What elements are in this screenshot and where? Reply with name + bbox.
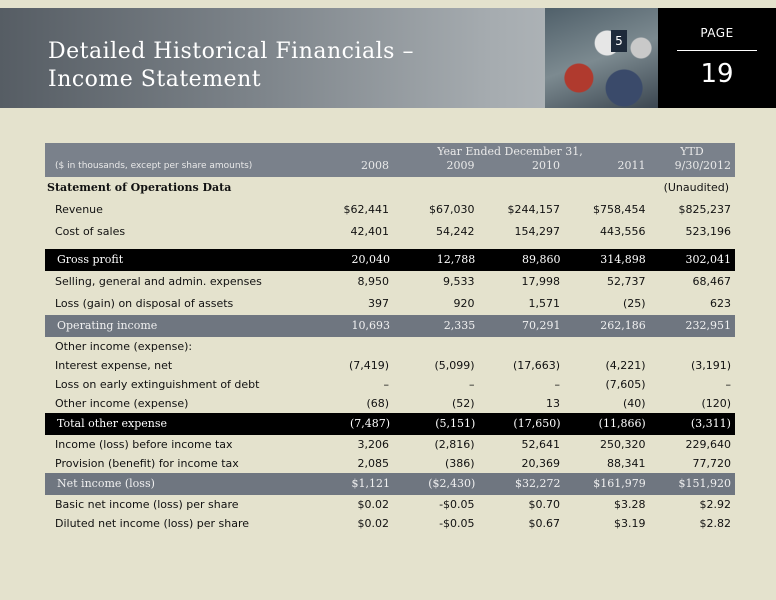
cell: 52,641 [521, 438, 561, 451]
cell: 623 [710, 297, 732, 310]
cell: 20,369 [521, 457, 561, 470]
cell: (25) [622, 297, 646, 310]
cell: – [469, 378, 475, 391]
cell: (2,816) [434, 438, 475, 451]
section-title-row [45, 177, 735, 199]
cell: $32,272 [515, 477, 561, 490]
cell: 443,556 [600, 225, 646, 238]
cell: – [383, 378, 390, 391]
cell: 9,533 [443, 275, 475, 288]
cell: 2,085 [357, 457, 390, 470]
table-row-revenue [45, 199, 735, 221]
column-header: 2010 [532, 159, 561, 172]
cell: 13 [546, 397, 561, 410]
page-label: PAGE [700, 26, 734, 40]
row-label: Gross profit [57, 253, 124, 266]
row-label: Cost of sales [55, 225, 126, 238]
cell: ($2,430) [428, 477, 476, 490]
cell: $161,979 [593, 477, 646, 490]
cell: 12,788 [436, 253, 476, 266]
row-label: Loss (gain) on disposal of assets [55, 297, 234, 310]
cell: (17,650) [513, 417, 561, 430]
cell: – [725, 378, 732, 391]
row-label: Revenue [55, 203, 103, 216]
row-label: Operating income [57, 319, 158, 332]
table-header [45, 143, 735, 177]
title-line-1: Detailed Historical Financials – [48, 39, 414, 64]
cell: 523,196 [685, 225, 732, 238]
cell: 920 [453, 297, 475, 310]
group-header: Year Ended December 31, [437, 145, 583, 158]
row-label: Net income (loss) [57, 477, 155, 490]
cell: (120) [701, 397, 732, 410]
cell: 314,898 [600, 253, 646, 266]
cell: 250,320 [600, 438, 646, 451]
cell: (7,605) [605, 378, 646, 391]
cell: 68,467 [692, 275, 732, 288]
header-photo [545, 8, 658, 108]
cell: (5,099) [434, 359, 475, 372]
column-header: 2009 [446, 159, 475, 172]
table-row-cost-of-sales [45, 221, 735, 243]
row-label: Interest expense, net [55, 359, 173, 372]
table-row-diluted-eps [45, 514, 735, 533]
cell: 154,297 [514, 225, 561, 238]
cell: $3.19 [614, 517, 646, 530]
column-header: 2008 [361, 159, 390, 172]
cell: $825,237 [678, 203, 732, 216]
cell: $62,441 [343, 203, 390, 216]
photo-sign: 5 [611, 30, 627, 52]
column-header: 9/30/2012 [674, 159, 732, 172]
cell: (7,487) [349, 417, 391, 430]
cell: 77,720 [692, 457, 732, 470]
table-row-other-income-header [45, 337, 735, 356]
cell: 232,951 [685, 319, 731, 332]
cell: 3,206 [357, 438, 390, 451]
cell: $2.82 [699, 517, 732, 530]
table-row-other-income [45, 394, 735, 413]
table-row-total-other-expense [45, 413, 735, 435]
table-row-gross-profit [45, 249, 735, 271]
cell: 42,401 [350, 225, 390, 238]
cell: 88,341 [607, 457, 646, 470]
cell: (386) [444, 457, 475, 470]
page-number: 19 [700, 59, 734, 89]
cell: 70,291 [522, 319, 561, 332]
cell: (11,866) [598, 417, 646, 430]
cell: $0.67 [528, 517, 561, 530]
table-row-loss-disposal [45, 293, 735, 315]
cell: 229,640 [685, 438, 732, 451]
cell: 10,693 [351, 319, 391, 332]
row-label: Other income (expense) [55, 397, 189, 410]
row-label: Total other expense [57, 417, 167, 430]
cell: 89,860 [522, 253, 561, 266]
column-header: 2011 [617, 159, 646, 172]
cell: $1,121 [351, 477, 391, 490]
table-row-interest-expense [45, 356, 735, 375]
page-title [48, 38, 414, 94]
table-row-income-before-tax [45, 435, 735, 454]
table-row-net-income [45, 473, 735, 495]
cell: -$0.05 [439, 498, 475, 511]
row-label: Provision (benefit) for income tax [55, 457, 239, 470]
page-indicator [658, 8, 776, 108]
cell: -$0.05 [439, 517, 475, 530]
cell: 8,950 [357, 275, 390, 288]
row-label: Loss on early extinguishment of debt [55, 378, 260, 391]
section-title: Statement of Operations Data [47, 181, 232, 194]
cell: (17,663) [512, 359, 561, 372]
page-divider [677, 50, 757, 51]
title-line-2: Income Statement [48, 67, 262, 92]
cell: $2.92 [699, 498, 732, 511]
cell: $67,030 [429, 203, 475, 216]
cell: – [554, 378, 561, 391]
cell: $244,157 [507, 203, 561, 216]
cell: (3,311) [690, 417, 731, 430]
ytd-header: YTD [680, 145, 704, 158]
row-label: Selling, general and admin. expenses [55, 275, 262, 288]
cell: 2,335 [443, 319, 476, 332]
table-row-loss-extinguishment [45, 375, 735, 394]
cell: (4,221) [605, 359, 646, 372]
cell: 262,186 [600, 319, 646, 332]
column-header-row [45, 157, 735, 175]
table-row-basic-eps [45, 495, 735, 514]
cell: (52) [451, 397, 475, 410]
row-label: Basic net income (loss) per share [55, 498, 239, 511]
cell: $0.70 [528, 498, 561, 511]
cell: (5,151) [435, 417, 476, 430]
cell: $3.28 [614, 498, 646, 511]
table-row-operating-income [45, 315, 735, 337]
cell: (40) [622, 397, 646, 410]
income-statement-table [45, 143, 735, 533]
cell: $0.02 [357, 517, 390, 530]
units-note: ($ in thousands, except per share amounts) [55, 161, 253, 171]
cell: 52,737 [607, 275, 646, 288]
cell: (3,191) [690, 359, 732, 372]
cell: 1,571 [528, 297, 561, 310]
cell: 17,998 [521, 275, 561, 288]
row-label: Diluted net income (loss) per share [55, 517, 250, 530]
cell: 397 [368, 297, 390, 310]
table-row-provision [45, 454, 735, 473]
cell: $151,920 [678, 477, 731, 490]
cell: (7,419) [348, 359, 390, 372]
cell: $0.02 [357, 498, 390, 511]
cell: 54,242 [436, 225, 475, 238]
unaudited-note: (Unaudited) [663, 181, 729, 194]
table-row-sga [45, 271, 735, 293]
cell: (68) [366, 397, 390, 410]
cell: $758,454 [593, 203, 646, 216]
row-label: Income (loss) before income tax [55, 438, 233, 451]
cell: 302,041 [685, 253, 731, 266]
row-label: Other income (expense): [55, 340, 193, 353]
cell: 20,040 [351, 253, 391, 266]
